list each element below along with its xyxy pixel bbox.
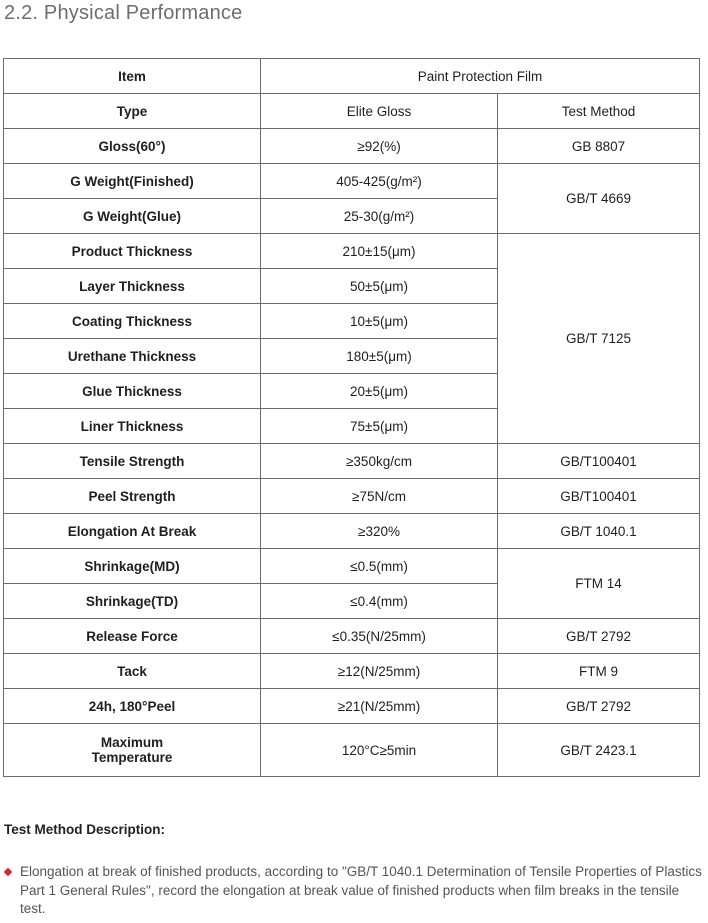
row-value: ≥21(N/25mm) (261, 689, 498, 724)
header-item-cell: Item (4, 59, 261, 94)
table-header-row (4, 59, 700, 94)
row-label: Shrinkage(MD) (4, 549, 261, 584)
table-subheader-row (4, 94, 700, 129)
row-value: ≥320% (261, 514, 498, 549)
row-method: GB/T 2792 (498, 619, 700, 654)
table-row (4, 724, 700, 777)
row-value: 25-30(g/m²) (261, 199, 498, 234)
row-label: Gloss(60°) (4, 129, 261, 164)
type-label-cell: Type (4, 94, 261, 129)
row-label: Coating Thickness (4, 304, 261, 339)
row-label: Tensile Strength (4, 444, 261, 479)
row-method: GB/T 2792 (498, 689, 700, 724)
table-row (4, 234, 700, 269)
row-label: Product Thickness (4, 234, 261, 269)
row-value: ≤0.4(mm) (261, 584, 498, 619)
header-product-cell: Paint Protection Film (261, 59, 700, 94)
test-method-header-cell: Test Method (498, 94, 700, 129)
type-value-cell: Elite Gloss (261, 94, 498, 129)
row-method: FTM 9 (498, 654, 700, 689)
row-method: GB/T 4669 (498, 164, 700, 234)
row-method: FTM 14 (498, 549, 700, 619)
row-value: 20±5(μm) (261, 374, 498, 409)
row-label: Release Force (4, 619, 261, 654)
row-label: Liner Thickness (4, 409, 261, 444)
page-title: 2.2. Physical Performance (4, 2, 243, 24)
physical-performance-table (3, 58, 700, 777)
row-value: ≤0.5(mm) (261, 549, 498, 584)
row-value: 50±5(μm) (261, 269, 498, 304)
row-value: 10±5(μm) (261, 304, 498, 339)
row-label (4, 724, 261, 777)
table-row (4, 689, 700, 724)
row-method: GB/T 1040.1 (498, 514, 700, 549)
row-value: ≥75N/cm (261, 479, 498, 514)
table-row (4, 514, 700, 549)
table-row (4, 164, 700, 199)
row-label-line: Maximum (100, 735, 164, 750)
row-label: Layer Thickness (4, 269, 261, 304)
row-method: GB/T100401 (498, 444, 700, 479)
row-label: Elongation At Break (4, 514, 261, 549)
row-value: ≤0.35(N/25mm) (261, 619, 498, 654)
description-list-item (4, 863, 704, 919)
description-text: Elongation at break of finished products, according to "GB/T 1040.1 Determination of Tensile Properties of Plastics Part 1 General Rules", record the elongation at break value of finished products when film breaks in the tensile test. (20, 864, 702, 916)
row-label: Shrinkage(TD) (4, 584, 261, 619)
row-label: Tack (4, 654, 261, 689)
row-label: 24h, 180°Peel (4, 689, 261, 724)
row-label: G Weight(Finished) (4, 164, 261, 199)
test-method-description-title: Test Method Description: (4, 822, 166, 837)
row-label: Peel Strength (4, 479, 261, 514)
row-value: 210±15(μm) (261, 234, 498, 269)
table-row (4, 444, 700, 479)
row-value: ≥12(N/25mm) (261, 654, 498, 689)
table-row (4, 549, 700, 584)
row-label: G Weight(Glue) (4, 199, 261, 234)
row-method: GB/T100401 (498, 479, 700, 514)
row-method: GB/T 2423.1 (498, 724, 700, 777)
row-value: 120°C≥5min (261, 724, 498, 777)
row-value: 405-425(g/m²) (261, 164, 498, 199)
table-row (4, 654, 700, 689)
row-label: Urethane Thickness (4, 339, 261, 374)
table-row (4, 619, 700, 654)
row-value: ≥350kg/cm (261, 444, 498, 479)
row-method: GB 8807 (498, 129, 700, 164)
row-method: GB/T 7125 (498, 234, 700, 444)
table-row (4, 129, 700, 164)
table-row (4, 479, 700, 514)
row-label-line: Temperature (91, 750, 173, 765)
row-value: ≥92(%) (261, 129, 498, 164)
row-label: Glue Thickness (4, 374, 261, 409)
row-value: 75±5(μm) (261, 409, 498, 444)
row-value: 180±5(μm) (261, 339, 498, 374)
